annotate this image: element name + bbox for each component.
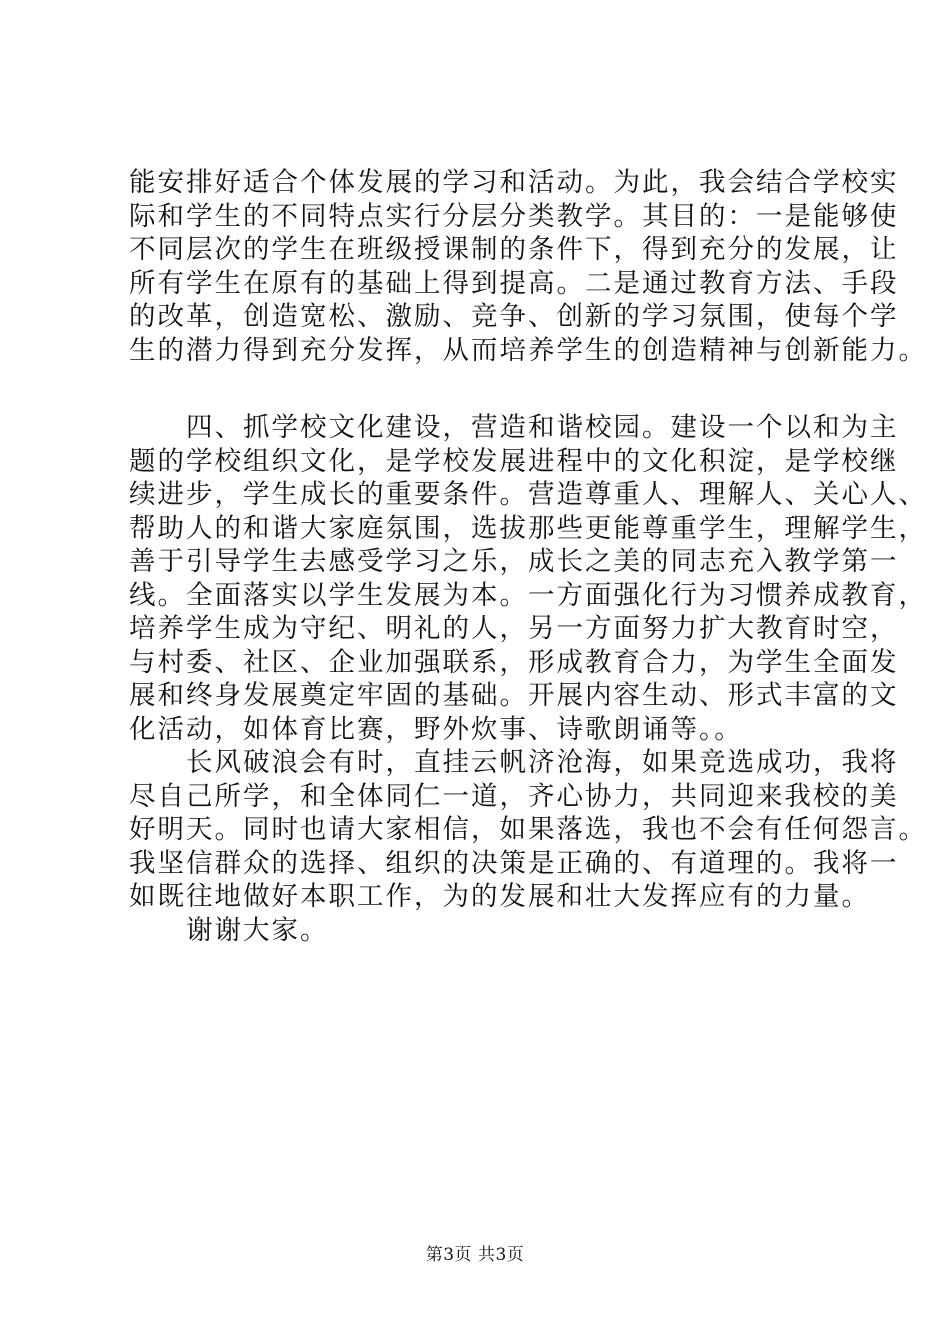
text-line: 所有学生在原有的基础上得到提高。二是通过教育方法、手段 [129,267,899,299]
text-line: 能安排好适合个体发展的学习和活动。为此，我会结合学校实 [129,167,899,198]
text-line: 谢谢大家。 [129,914,329,946]
paragraph-spacer [129,367,829,411]
text-line: 如既往地做好本职工作，为的发展和壮大发挥应有的力量。 [129,881,870,912]
text-line: 善于引导学生去感受学习之乐，成长之美的同志充入教学第一 [129,546,899,577]
paragraph-1 [129,166,927,367]
text-line: 长风破浪会有时，直挂云帆济沧海，如果竞选成功，我将 [129,747,899,778]
text-line: 际和学生的不同特点实行分层分类教学。其目的：一是能够使 [129,200,899,232]
text-line: 四、抓学校文化建设，营造和谐校园。建设一个以和为主 [129,412,899,443]
text-line: 的改革，创造宽松、激励、竞争、创新的学习氛围，使每个学 [129,301,899,332]
text-line: 生的潜力得到充分发挥，从而培养学生的创造精神与创新能力。 [129,334,927,366]
text-line: 尽自己所学，和全体同仁一道，齐心协力，共同迎来我校的美 [129,780,899,812]
page-number-label: 第3页 共3页 [425,1245,525,1265]
page-footer [0,1244,950,1266]
text-line: 我坚信群众的选择、组织的决策是正确的、有道理的。我将一 [129,847,899,879]
text-line: 续进步，学生成长的重要条件。营造尊重人、理解人、关心人、 [129,479,927,510]
text-line: 好明天。同时也请大家相信，如果落选，我也不会有任何怨言。 [129,814,927,845]
text-line: 题的学校组织文化，是学校发展进程中的文化积淀，是学校继 [129,445,899,477]
text-line: 展和终身发展奠定牢固的基础。开展内容生动、形式丰富的文 [129,680,899,711]
paragraph-4 [129,914,829,948]
text-line: 帮助人的和谐大家庭氛围，选拔那些更能尊重学生，理解学生， [129,512,927,544]
text-line: 化活动，如体育比赛，野外炊事、诗歌朗诵等。。 [129,713,743,745]
text-line: 线。全面落实以学生发展为本。一方面强化行为习惯养成教育， [129,579,927,611]
text-line: 不同层次的学生在班级授课制的条件下，得到充分的发展，让 [129,234,899,265]
document-body [129,166,927,947]
paragraph-3 [129,746,927,914]
text-line: 与村委、社区、企业加强联系，形成教育合力，为学生全面发 [129,646,899,678]
paragraph-2 [129,411,927,746]
text-line: 培养学生成为守纪、明礼的人，另一方面努力扩大教育时空， [129,613,899,644]
